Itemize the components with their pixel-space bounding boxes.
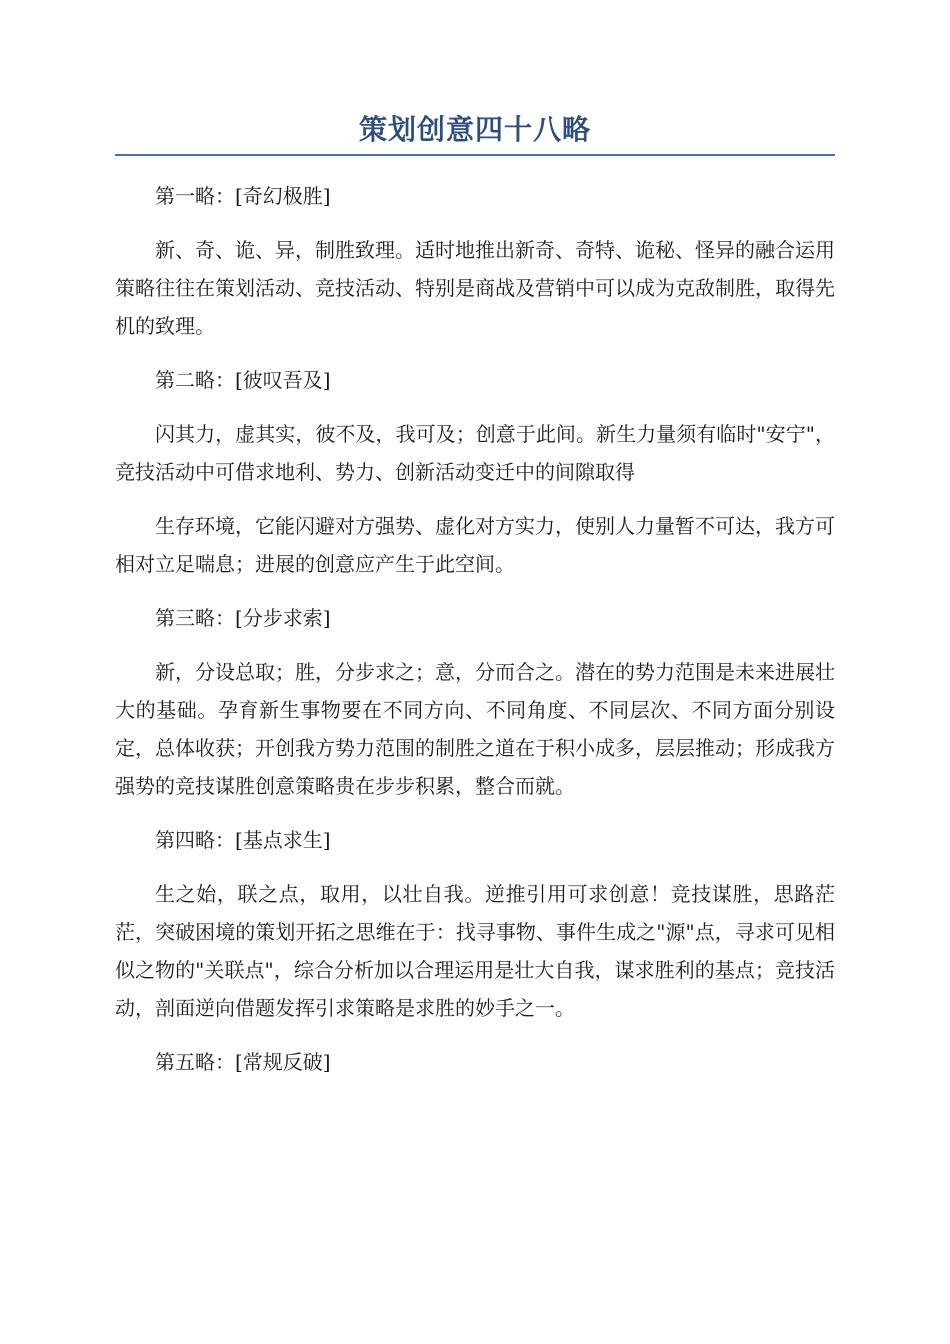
title-underline (115, 154, 835, 156)
body-paragraph: 生存环境，它能闪避对方强势、虚化对方实力，使别人力量暂不可达，我方可相对立足喘息；进展的创意应产生于此空间。 (115, 514, 835, 576)
section-heading: 第二略：[彼叹吾及] (155, 368, 331, 392)
section-heading: 第三略：[分步求索] (155, 606, 331, 630)
section-heading: 第五略：[常规反破] (155, 1050, 331, 1074)
section-heading: 第四略：[基点求生] (155, 828, 331, 852)
body-paragraph: 闪其力，虚其实，彼不及，我可及；创意于此间。新生力量须有临时"安宁"，竞技活动中可借求地利、势力、创新活动变迁中的间隙取得 (115, 422, 835, 484)
body-paragraph: 生之始，联之点，取用，以壮自我。逆推引用可求创意！竞技谋胜，思路茫茫，突破困境的策划开拓之思维在于：找寻事物、事件生成之"源"点，寻求可见相似之物的"关联点"，综合分析加以合理运用是壮大自我，谋求胜利的基点；竞技活动，剖面逆向借题发挥引求策略是求胜的妙手之一。 (115, 882, 835, 1020)
body-paragraph: 新、奇、诡、异，制胜致理。适时地推出新奇、奇特、诡秘、怪异的融合运用策略往往在策划活动、竞技活动、特别是商战及营销中可以成为克敌制胜，取得先机的致理。 (115, 238, 835, 338)
body-paragraph: 新，分设总取；胜，分步求之；意，分而合之。潜在的势力范围是未来进展壮大的基础。孕育新生事物要在不同方向、不同角度、不同层次、不同方面分别设定，总体收获；开创我方势力范围的制胜之道在于积小成多，层层推动；形成我方强势的竞技谋胜创意策略贵在步步积累，整合而就。 (115, 660, 835, 798)
document-title: 策划创意四十八略 (358, 113, 591, 146)
section-heading: 第一略：[奇幻极胜] (155, 184, 331, 208)
document-page (115, 108, 835, 1097)
